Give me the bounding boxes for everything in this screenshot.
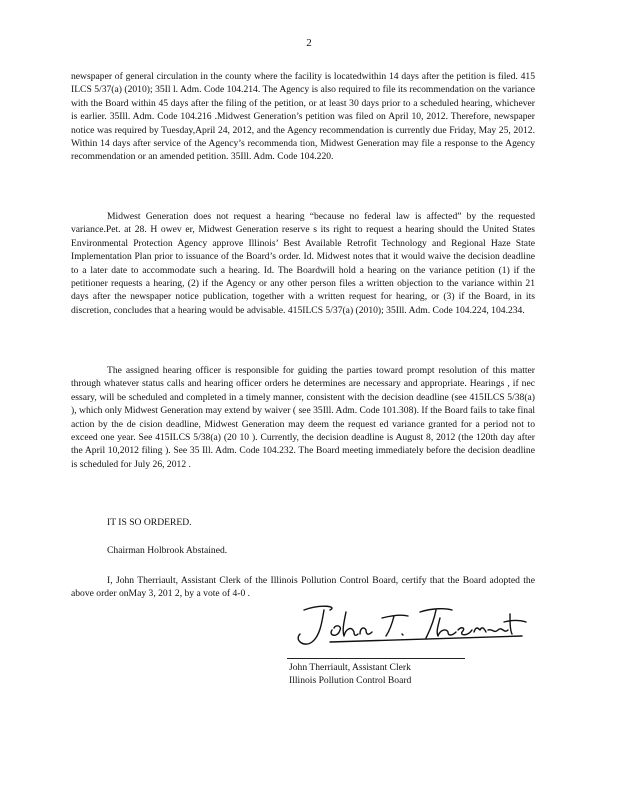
- signer-name-title: John Therriault, Assistant Clerk: [289, 662, 411, 673]
- clerk-certification: I, John Therriault, Assistant Clerk of the Illinois Pollution Control Board, certify that the Board adopted the above order onMay 3, 201 2, by a vote of 4-0 .: [71, 575, 535, 600]
- paragraph-hearing: Midwest Generation does not request a hearing “because no federal law is affected” by the requested variance.Pet. at 28. H owev er, Midwest Generation reserve s its right to request a hearing should the United States Environmental Protection Agency approve Illinois’ Best Available Retrofit Technology and Regional Haze State Implementation Plan prior to issuance of the Board’s order. Id. Midwest notes that it would waive the decision deadline to a later date to accommodate such a hearing. Id. The Boardwill hold a hearing on the variance petition (1) if the petitioner requests a hearing, (2) if the Agency or any other person files a written objection to the variance within 21 days after the newspaper notice publication, together with a written request for hearing, or (3) if the Board, in its discretion, concludes that a hearing would be advisable. 415ILCS 5/37(a) (2010); 35Ill. Adm. Code 104.224, 104.234.: [71, 211, 535, 316]
- signer-organization: Illinois Pollution Control Board: [289, 675, 412, 687]
- signature-line: [287, 658, 465, 659]
- abstention-note: Chairman Holbrook Abstained.: [107, 545, 228, 556]
- signer-block: [289, 661, 411, 688]
- handwritten-signature: [290, 596, 530, 656]
- paragraph-hearing-officer: The assigned hearing officer is responsible for guiding the parties toward prompt resolution of this matter through whatever status calls and hearing officer orders he determines are necessary and appropriate. Hearings , if nec essary, will be scheduled and completed in a timely manner, consistent with the decision deadline (see 415ILCS 5/38(a) ), which only Midwest Generation may extend by waiver ( see 35Ill. Adm. Code 101.308). If the Board fails to take final action by the de cision deadline, Midwest Generation may deem the request ed variance granted for a period not to exceed one year. See 415ILCS 5/38(a) (20 10 ). Currently, the decision deadline is August 8, 2012 (the 120th day after the April 10,2012 filing ). See 35 Ill. Adm. Code 104.232. The Board meeting immediately before the decision deadline is scheduled for July 26, 2012 .: [71, 365, 535, 470]
- paragraph-notice: newspaper of general circulation in the county where the facility is locatedwithin 14 days after the petition is filed. 415 ILCS 5/37(a) (2010); 35Il l. Adm. Code 104.214. The Agency is also required to file its recommendation on the variance with the Board within 45 days after the filing of the petition, or at least 30 days prior to a scheduled hearing, whichever is earlier. 35Ill. Adm. Code 104.216 .Midwest Generation’s petition was filed on April 10, 2012. Therefore, newspaper notice was required by Tuesday,April 24, 2012, and the Agency recommendation is currently due Friday, May 25, 2012. Within 14 days after service of the Agency’s recommenda tion, Midwest Generation may file a response to the Agency recommendation or an amended petition. 35Ill. Adm. Code 104.220.: [71, 71, 535, 163]
- order-statement: IT IS SO ORDERED.: [107, 517, 192, 528]
- page-number: 2: [306, 37, 312, 49]
